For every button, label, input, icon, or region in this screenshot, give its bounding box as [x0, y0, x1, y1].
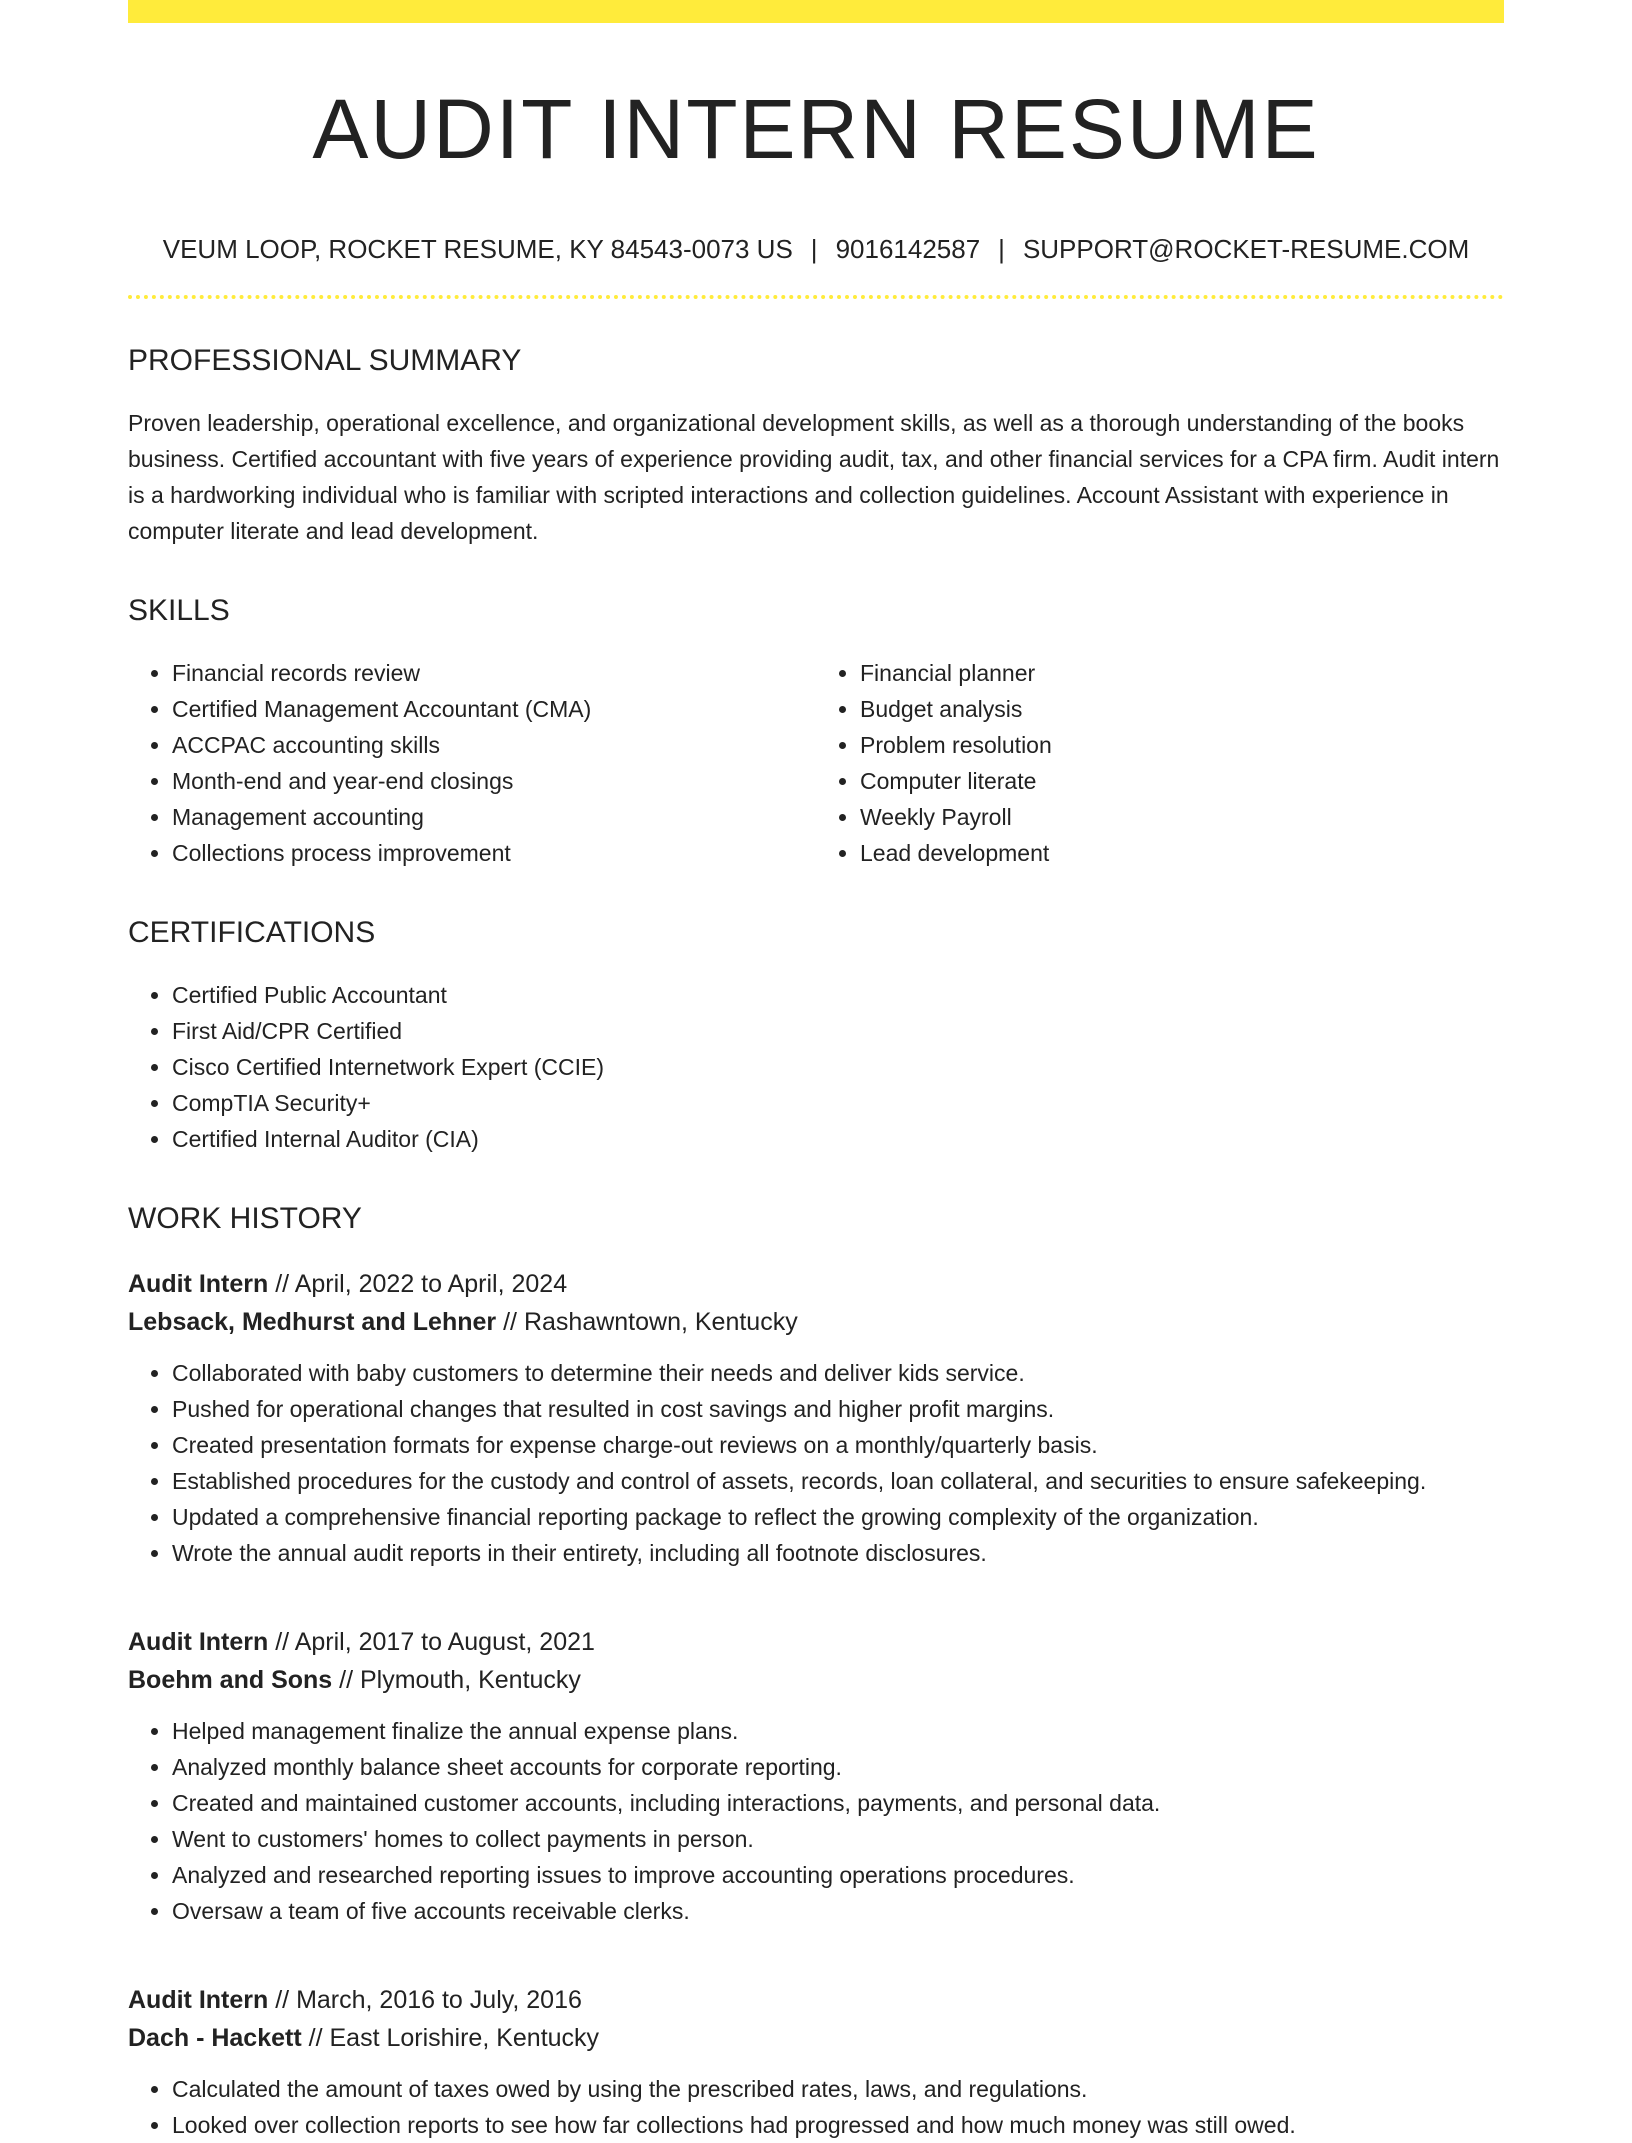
- job-bullet: • Created and maintained customer accounts, including interactions, payments, and personal data.: [172, 1785, 1504, 1821]
- contact-email: SUPPORT@ROCKET-RESUME.COM: [1022, 234, 1470, 264]
- job-bullet: • Pushed for operational changes that resulted in cost savings and higher profit margins.: [172, 1391, 1504, 1427]
- job-title-line: [128, 1981, 1504, 2019]
- skill-item: • Certified Management Accountant (CMA): [172, 691, 816, 727]
- job-dates: March, 2016 to July, 2016: [296, 1986, 582, 2014]
- certification-item: • First Aid/CPR Certified: [172, 1013, 1504, 1049]
- job-title: Audit Intern: [128, 1270, 269, 1298]
- job-company: Dach - Hackett: [128, 2024, 302, 2052]
- skill-item: • Computer literate: [860, 763, 1504, 799]
- skills-list-right: [816, 655, 1504, 871]
- job-company-line: [128, 2019, 1504, 2057]
- certification-item: • Certified Public Accountant: [172, 977, 1504, 1013]
- job-title: Audit Intern: [128, 1986, 269, 2014]
- job-company: Boehm and Sons: [128, 1666, 333, 1694]
- skill-item: • Lead development: [860, 835, 1504, 871]
- skills-heading: SKILLS: [128, 594, 230, 627]
- skill-item: • Collections process improvement: [172, 835, 816, 871]
- job-delimiter: //: [503, 1308, 517, 1336]
- certification-item: • CompTIA Security+: [172, 1085, 1504, 1121]
- resume-title: AUDIT INTERN RESUME: [312, 82, 1320, 176]
- job-entry: [128, 1623, 1504, 1929]
- job-location: Rashawntown, Kentucky: [523, 1308, 798, 1336]
- job-bullet: • Went to customers' homes to collect payments in person.: [172, 1821, 1504, 1857]
- job-company-line: [128, 1303, 1504, 1341]
- skill-item: • Problem resolution: [860, 727, 1504, 763]
- job-bullet: • Oversaw a team of five accounts receivable clerks.: [172, 1893, 1504, 1929]
- job-location: Plymouth, Kentucky: [360, 1666, 581, 1694]
- contact-separator: |: [810, 234, 818, 264]
- dotted-divider: [128, 295, 1504, 299]
- job-title-line: [128, 1623, 1504, 1661]
- certification-item: • Certified Internal Auditor (CIA): [172, 1121, 1504, 1157]
- accent-top-bar: [128, 0, 1504, 23]
- skill-item: • Management accounting: [172, 799, 816, 835]
- job-company: Lebsack, Medhurst and Lehner: [128, 1308, 497, 1336]
- skill-item: • Financial records review: [172, 655, 816, 691]
- contact-address: VEUM LOOP, ROCKET RESUME, KY 84543-0073 US: [162, 234, 793, 264]
- contact-separator: |: [998, 234, 1005, 264]
- job-bullet: • Calculated the amount of taxes owed by using the prescribed rates, laws, and regulations.: [172, 2071, 1504, 2107]
- job-location: East Lorishire, Kentucky: [329, 2024, 600, 2052]
- certification-item: • Cisco Certified Internetwork Expert (CCIE): [172, 1049, 1504, 1085]
- job-company-line: [128, 1661, 1504, 1699]
- skill-item: • Financial planner: [860, 655, 1504, 691]
- skill-item: • Budget analysis: [860, 691, 1504, 727]
- skill-item: • Weekly Payroll: [860, 799, 1504, 835]
- job-dates: April, 2022 to April, 2024: [294, 1270, 568, 1298]
- job-bullets: [128, 1713, 1504, 1929]
- job-delimiter: //: [275, 1628, 290, 1656]
- job-bullet: • Helped management finalize the annual expense plans.: [172, 1713, 1504, 1749]
- skills-columns: [128, 655, 1504, 871]
- job-dates: April, 2017 to August, 2021: [294, 1628, 595, 1656]
- job-delimiter: //: [339, 1666, 354, 1694]
- job-bullets: [128, 2071, 1504, 2143]
- contact-phone: 9016142587: [835, 234, 981, 264]
- job-bullet: • Analyzed monthly balance sheet accounts for corporate reporting.: [172, 1749, 1504, 1785]
- job-bullets: [128, 1355, 1504, 1571]
- job-bullet: • Updated a comprehensive financial reporting package to reflect the growing complexity of the organization.: [172, 1499, 1504, 1535]
- skills-list-left: [128, 655, 816, 871]
- certifications-heading: CERTIFICATIONS: [128, 916, 376, 949]
- job-title: Audit Intern: [128, 1628, 269, 1656]
- certifications-list: [128, 977, 1504, 1157]
- job-bullet: • Wrote the annual audit reports in their entirety, including all footnote disclosures.: [172, 1535, 1504, 1571]
- job-delimiter: //: [275, 1270, 290, 1298]
- job-bullet: • Established procedures for the custody and control of assets, records, loan collateral, and securities to ensure safekeeping.: [172, 1463, 1504, 1499]
- contact-line: [128, 233, 1504, 265]
- job-bullet: • Analyzed and researched reporting issues to improve accounting operations procedures.: [172, 1857, 1504, 1893]
- job-entry: [128, 1981, 1504, 2143]
- summary-text: Proven leadership, operational excellence, and organizational development skills, as well as a thorough understanding of the books business. Certified accountant with five years of experience providing audit, tax, and other financial services for a CPA firm. Audit intern is a hardworking individual who is familiar with scripted interactions and collection guidelines. Account Assistant with experience in computer literate and lead development.: [128, 410, 1500, 544]
- summary-heading: PROFESSIONAL SUMMARY: [128, 344, 522, 377]
- job-bullet: • Collaborated with baby customers to determine their needs and deliver kids service.: [172, 1355, 1504, 1391]
- job-title-line: [128, 1265, 1504, 1303]
- job-delimiter: //: [275, 1986, 290, 2014]
- skill-item: • ACCPAC accounting skills: [172, 727, 816, 763]
- work-history-heading: WORK HISTORY: [128, 1202, 362, 1235]
- job-entry: [128, 1265, 1504, 1571]
- job-bullet: • Looked over collection reports to see how far collections had progressed and how much money was still owed.: [172, 2107, 1504, 2143]
- job-delimiter: //: [308, 2024, 323, 2052]
- skill-item: • Month-end and year-end closings: [172, 763, 816, 799]
- resume-content: [128, 23, 1504, 2143]
- job-bullet: • Created presentation formats for expense charge-out reviews on a monthly/quarterly basis.: [172, 1427, 1504, 1463]
